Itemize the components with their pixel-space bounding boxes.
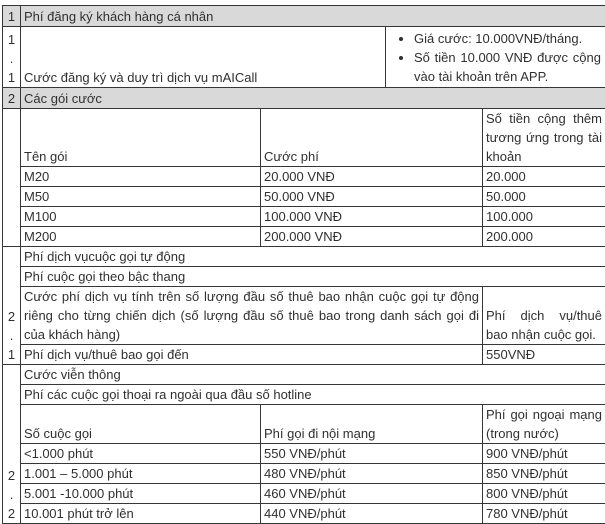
service-fee-description-fee-cell: Phí dịch vụ/thuê bao nhận cuộc gọi. [483, 287, 605, 345]
item-2-2-number: 2.2 [8, 466, 16, 523]
note-item: • Giá cước: 10.000VNĐ/tháng. [414, 29, 601, 48]
maicall-pricing-table [2, 5, 605, 524]
service-fee-subtitle-row [3, 247, 605, 267]
telecom-onnet-cell: 550 VNĐ/phút [261, 444, 483, 464]
package-credit-cell: 50.000 [483, 187, 605, 207]
packages-header-row [3, 109, 605, 167]
package-name-cell: M100 [21, 207, 261, 227]
item-2-1-number: 2.1 [8, 307, 16, 364]
telecom-tier-cell: 1.001 – 5.000 phút [21, 464, 261, 484]
telecom-rate-row [3, 484, 605, 504]
registration-notes-cell [386, 27, 605, 88]
telecom-onnet-cell: 480 VNĐ/phút [261, 464, 483, 484]
packages-number-cell [3, 109, 21, 247]
pricing-notes-list [394, 29, 601, 86]
package-row [3, 207, 605, 227]
service-fee-subtitle1-cell: Phí dịch vụcuộc gọi tự động [21, 247, 605, 267]
packages-header-fee-cell: Cước phí [261, 109, 483, 167]
package-fee-cell: 20.000 VNĐ [261, 167, 483, 187]
telecom-onnet-cell: 440 VNĐ/phút [261, 504, 483, 524]
telecom-onnet-cell: 460 VNĐ/phút [261, 484, 483, 504]
section-2-title-cell: Các gói cước [21, 88, 605, 109]
package-name-cell: M20 [21, 167, 261, 187]
telecom-offnet-cell: 900 VNĐ/phút [483, 444, 605, 464]
item-2-2-number-cell [3, 365, 21, 524]
registration-row [3, 27, 605, 88]
telecom-offnet-cell: 780 VNĐ/phút [483, 504, 605, 524]
telecom-header-calls-cell: Số cuộc gọi [21, 405, 261, 444]
service-fee-description-row [3, 287, 605, 345]
note-item: • Số tiền 10.000 VNĐ được cộng vào tài khoản trên APP. [414, 48, 601, 86]
service-fee-description-cell: Cước phí dịch vụ tính trên số lượng đầu số thuê bao nhận cuộc gọi tự động riêng cho từng chiến dịch (số lượng đầu số thuê bao trong danh sách gọi đi của khách hàng) [21, 287, 483, 345]
item-2-1-number-cell [3, 247, 21, 365]
registration-label-cell: Cước đăng ký và duy trì dịch vụ mAICall [21, 27, 386, 88]
package-row [3, 167, 605, 187]
telecom-header-onnet-cell: Phí gọi đi nội mạng [261, 405, 483, 444]
package-credit-cell: 20.000 [483, 167, 605, 187]
incoming-fee-value-cell: 550VNĐ [483, 345, 605, 365]
section-1-header-row [3, 6, 605, 27]
telecom-tier-cell: 10.001 phút trở lên [21, 504, 261, 524]
package-fee-cell: 100.000 VNĐ [261, 207, 483, 227]
package-row [3, 187, 605, 207]
package-fee-cell: 200.000 VNĐ [261, 227, 483, 247]
package-credit-cell: 100.000 [483, 207, 605, 227]
service-fee-incoming-row [3, 345, 605, 365]
telecom-header-row [3, 405, 605, 444]
package-name-cell: M200 [21, 227, 261, 247]
telecom-subtitle1-cell: Cước viễn thông [21, 365, 605, 385]
packages-header-credit-cell: Số tiền cộng thêm tương ứng trong tài khoản [483, 109, 605, 167]
telecom-offnet-cell: 800 VNĐ/phút [483, 484, 605, 504]
section-1-title-cell: Phí đăng ký khách hàng cá nhân [21, 6, 605, 27]
telecom-subtitle-row [3, 385, 605, 405]
section-2-number-cell: 2 [3, 88, 21, 109]
telecom-tier-cell: <1.000 phút [21, 444, 261, 464]
incoming-fee-label-cell: Phí dịch vụ/thuê bao gọi đến [21, 345, 483, 365]
packages-header-name-cell: Tên gói [21, 109, 261, 167]
telecom-tier-cell: 5.001 -10.000 phút [21, 484, 261, 504]
section-1-number-cell: 1 [3, 6, 21, 27]
telecom-rate-row [3, 464, 605, 484]
telecom-offnet-cell: 850 VNĐ/phút [483, 464, 605, 484]
item-1-1-number: 1.1 [8, 30, 16, 87]
service-fee-subtitle2-cell: Phí cuộc gọi theo bậc thang [21, 267, 605, 287]
package-name-cell: M50 [21, 187, 261, 207]
telecom-subtitle-row [3, 365, 605, 385]
telecom-rate-row [3, 504, 605, 524]
telecom-header-offnet-cell: Phí gọi ngoại mạng (trong nước) [483, 405, 605, 444]
telecom-rate-row [3, 444, 605, 464]
package-fee-cell: 50.000 VNĐ [261, 187, 483, 207]
package-credit-cell: 200.000 [483, 227, 605, 247]
telecom-subtitle2-cell: Phí các cuộc gọi thoại ra ngoài qua đầu số hotline [21, 385, 605, 405]
item-1-1-number-cell [3, 27, 21, 88]
service-fee-subtitle-row [3, 267, 605, 287]
section-2-header-row [3, 88, 605, 109]
package-row [3, 227, 605, 247]
